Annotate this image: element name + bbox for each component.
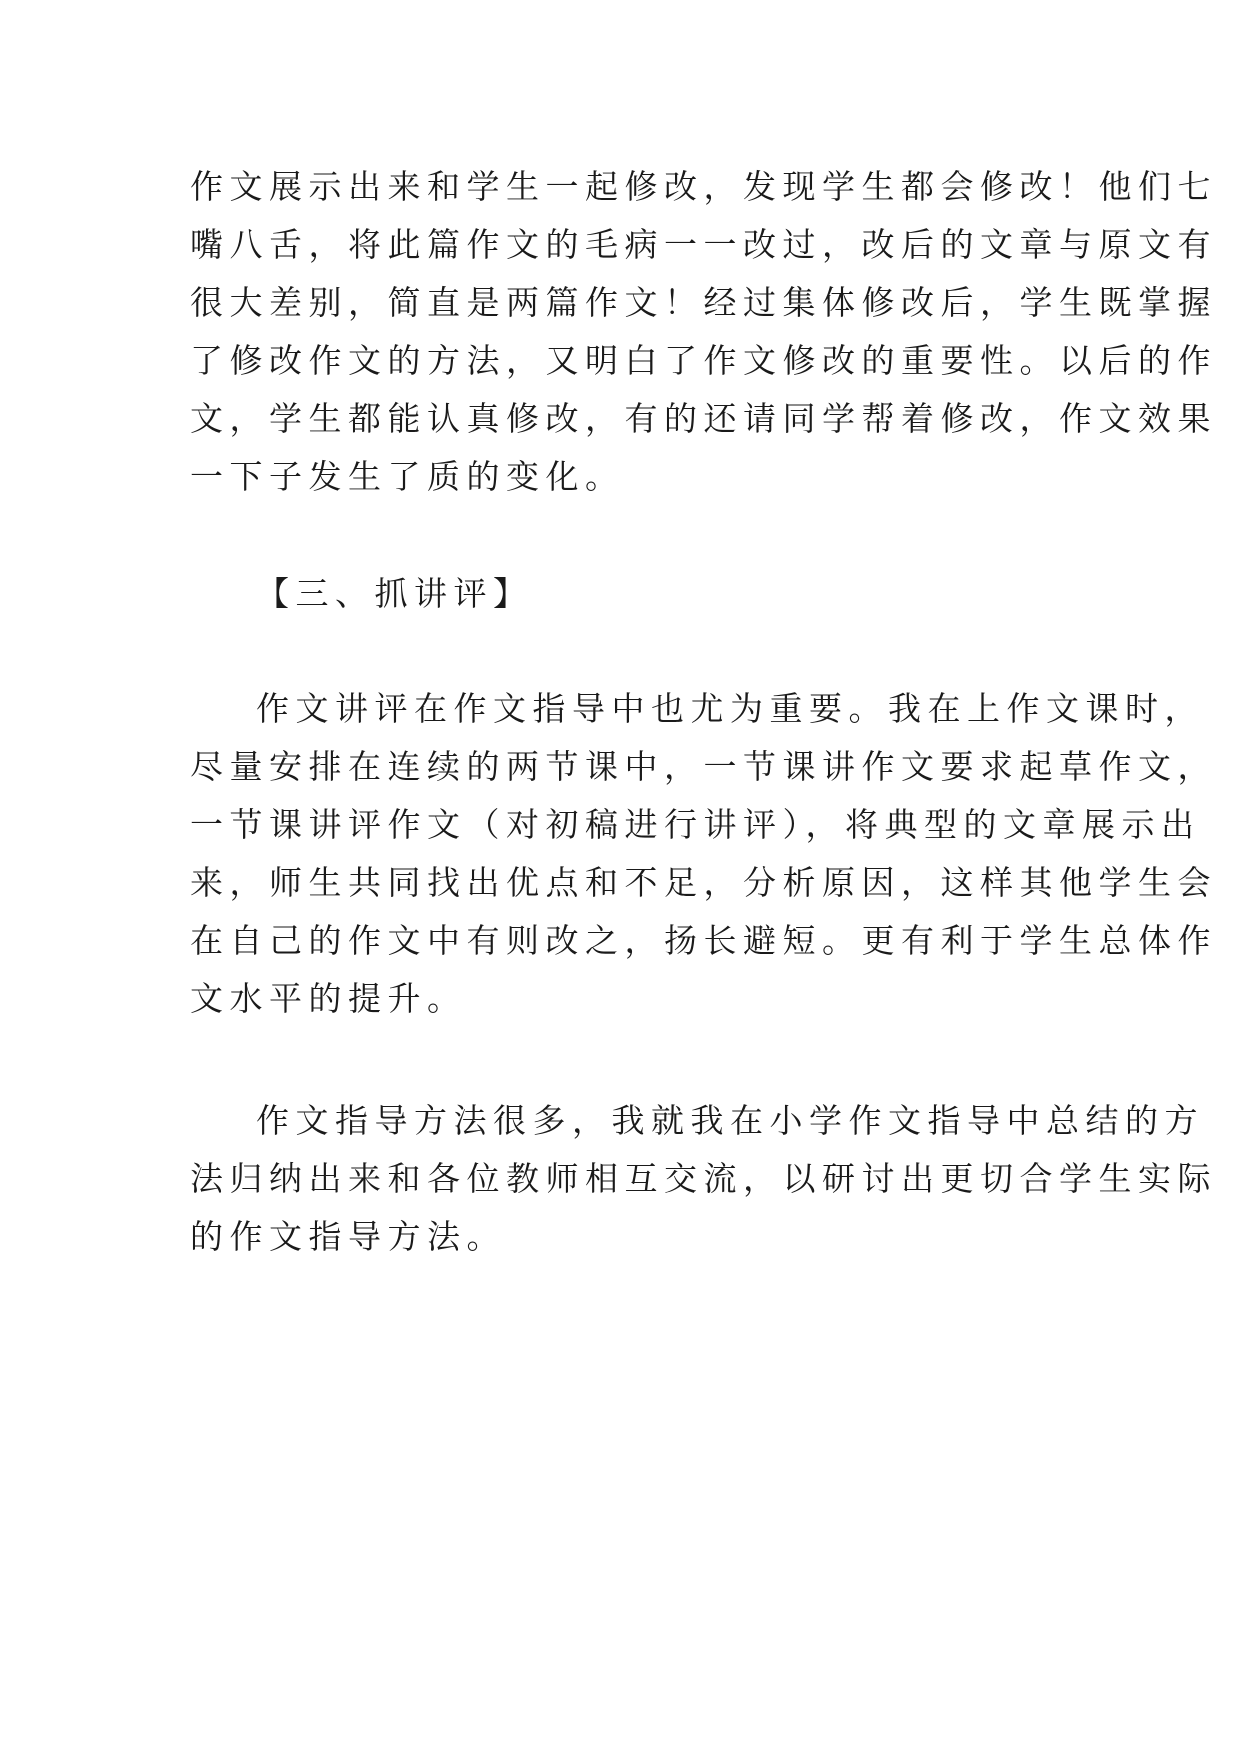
text-line: 很大差别，简直是两篇作文！经过集体修改后，学生既掌握 xyxy=(190,283,1217,322)
text-line: 作文讲评在作文指导中也尤为重要。我在上作文课时， xyxy=(256,689,1204,728)
section-heading-text: 【三、抓讲评】 xyxy=(256,574,533,613)
text-line: 文水平的提升。 xyxy=(190,979,467,1018)
text-line: 来，师生共同找出优点和不足，分析原因，这样其他学生会 xyxy=(190,863,1217,902)
text-line: 尽量安排在连续的两节课中，一节课讲作文要求起草作文， xyxy=(190,747,1217,786)
text-line: 作文指导方法很多，我就我在小学作文指导中总结的方 xyxy=(256,1101,1204,1140)
text-line: 文，学生都能认真修改，有的还请同学帮着修改，作文效果 xyxy=(190,399,1217,438)
text-line: 了修改作文的方法，又明白了作文修改的重要性。以后的作 xyxy=(190,341,1217,380)
paragraph-comment xyxy=(190,680,1217,1028)
text-line: 在自己的作文中有则改之，扬长避短。更有利于学生总体作 xyxy=(190,921,1217,960)
text-line: 一节课讲评作文（对初稿进行讲评），将典型的文章展示出 xyxy=(190,805,1201,844)
text-line: 作文展示出来和学生一起修改，发现学生都会修改！他们七 xyxy=(190,167,1217,206)
section-heading xyxy=(190,565,1065,623)
paragraph-continued xyxy=(190,158,1217,506)
text-line: 的作文指导方法。 xyxy=(190,1217,506,1256)
text-line: 法归纳出来和各位教师相互交流，以研讨出更切合学生实际 xyxy=(190,1159,1217,1198)
text-line: 一下子发生了质的变化。 xyxy=(190,457,625,496)
text-line: 嘴八舌，将此篇作文的毛病一一改过，改后的文章与原文有 xyxy=(190,225,1217,264)
paragraph-closing xyxy=(190,1092,1217,1266)
